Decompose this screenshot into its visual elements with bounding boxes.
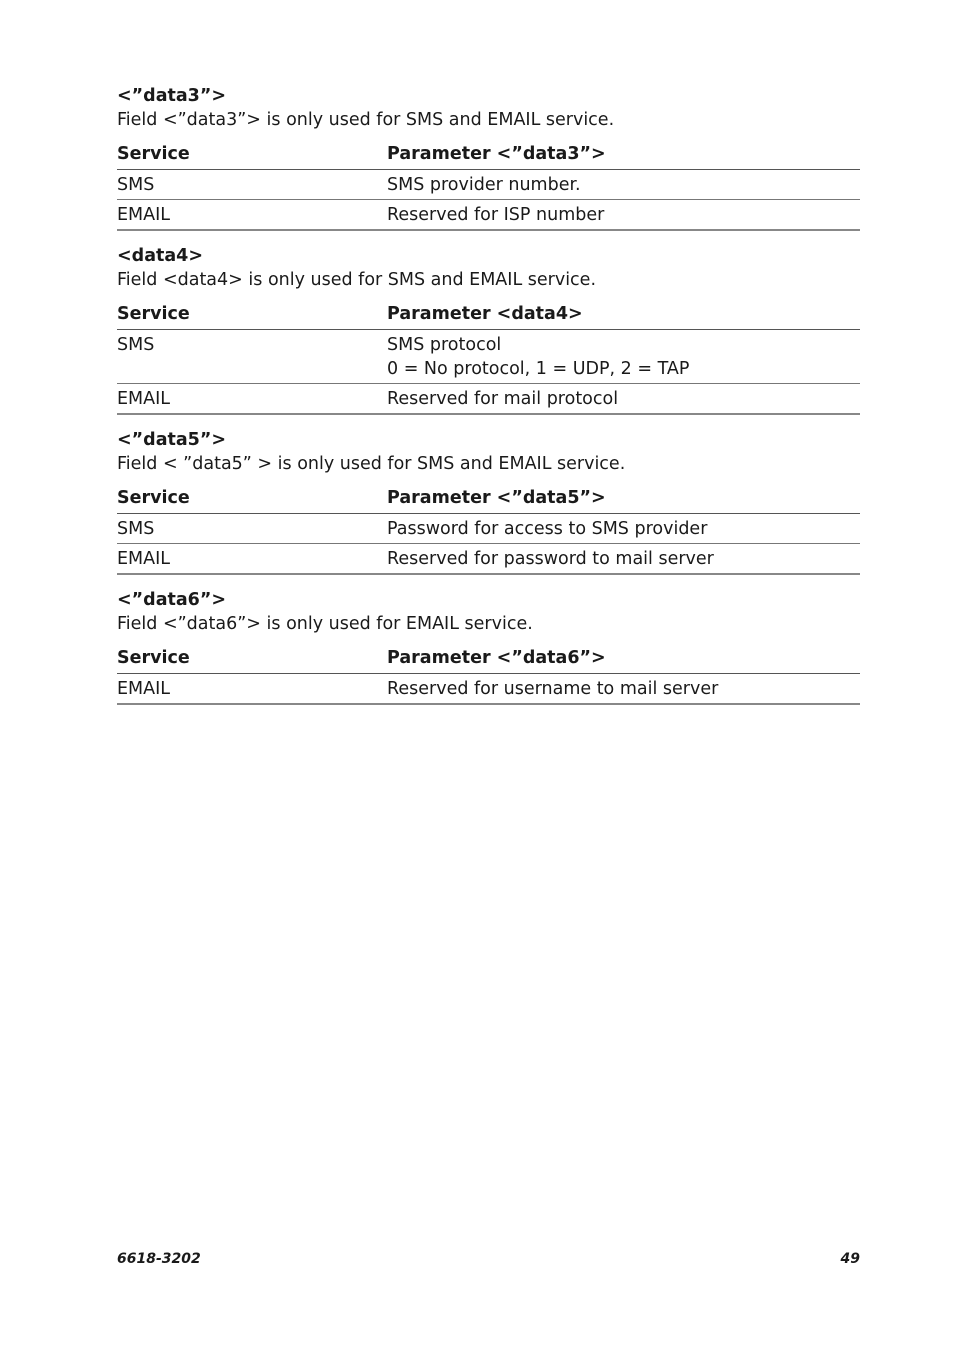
service-cell: EMAIL xyxy=(117,205,171,225)
parameter-table xyxy=(117,646,860,705)
section-data5 xyxy=(117,428,860,575)
table-row xyxy=(117,384,860,415)
parameter-cell xyxy=(387,387,860,411)
table-row xyxy=(117,514,860,544)
table-row xyxy=(117,170,860,200)
page-number: 49 xyxy=(840,1251,860,1267)
table-header-row xyxy=(117,142,860,170)
column-header-parameter: Parameter <”data5”> xyxy=(387,488,606,508)
parameter-table xyxy=(117,486,860,575)
parameter-line: SMS provider number. xyxy=(387,175,581,195)
column-header-service: Service xyxy=(117,488,190,508)
table-row xyxy=(117,544,860,575)
parameter-table xyxy=(117,302,860,415)
table-header-row xyxy=(117,486,860,514)
section-heading: <”data5”> xyxy=(117,430,227,450)
document-number: 6618-3202 xyxy=(117,1251,201,1267)
page-content xyxy=(117,84,860,705)
parameter-line: SMS protocol xyxy=(387,335,502,355)
parameter-table xyxy=(117,142,860,231)
table-row xyxy=(117,200,860,231)
column-header-service: Service xyxy=(117,304,190,324)
section-intro: Field < ”data5” > is only used for SMS and EMAIL service. xyxy=(117,454,626,474)
service-cell: EMAIL xyxy=(117,389,171,409)
section-heading: <data4> xyxy=(117,246,204,266)
section-data3 xyxy=(117,84,860,231)
parameter-line: Reserved for mail protocol xyxy=(387,389,619,409)
table-row xyxy=(117,330,860,384)
parameter-cell xyxy=(387,203,860,227)
parameter-cell xyxy=(387,173,860,197)
column-header-parameter: Parameter <”data6”> xyxy=(387,648,606,668)
table-header-row xyxy=(117,646,860,674)
parameter-line: Reserved for username to mail server xyxy=(387,679,719,699)
column-header-service: Service xyxy=(117,144,190,164)
section-heading: <”data3”> xyxy=(117,86,227,106)
service-cell: EMAIL xyxy=(117,679,171,699)
section-intro: Field <data4> is only used for SMS and EMAIL service. xyxy=(117,270,597,290)
service-cell: SMS xyxy=(117,175,155,195)
section-heading: <”data6”> xyxy=(117,590,227,610)
parameter-line: 0 = No protocol, 1 = UDP, 2 = TAP xyxy=(387,359,690,379)
section-data4 xyxy=(117,244,860,415)
parameter-cell xyxy=(387,677,860,701)
page-footer xyxy=(117,1251,860,1267)
section-intro: Field <”data6”> is only used for EMAIL service. xyxy=(117,614,533,634)
section-data6 xyxy=(117,588,860,705)
section-intro: Field <”data3”> is only used for SMS and EMAIL service. xyxy=(117,110,615,130)
parameter-line: Reserved for password to mail server xyxy=(387,549,714,569)
parameter-line: Password for access to SMS provider xyxy=(387,519,708,539)
column-header-parameter: Parameter <data4> xyxy=(387,304,583,324)
column-header-service: Service xyxy=(117,648,190,668)
parameter-line: Reserved for ISP number xyxy=(387,205,605,225)
service-cell: SMS xyxy=(117,519,155,539)
parameter-cell xyxy=(387,517,860,541)
table-header-row xyxy=(117,302,860,330)
service-cell: EMAIL xyxy=(117,549,171,569)
service-cell: SMS xyxy=(117,335,155,355)
parameter-cell xyxy=(387,547,860,571)
column-header-parameter: Parameter <”data3”> xyxy=(387,144,606,164)
parameter-cell xyxy=(387,333,860,381)
table-row xyxy=(117,674,860,705)
